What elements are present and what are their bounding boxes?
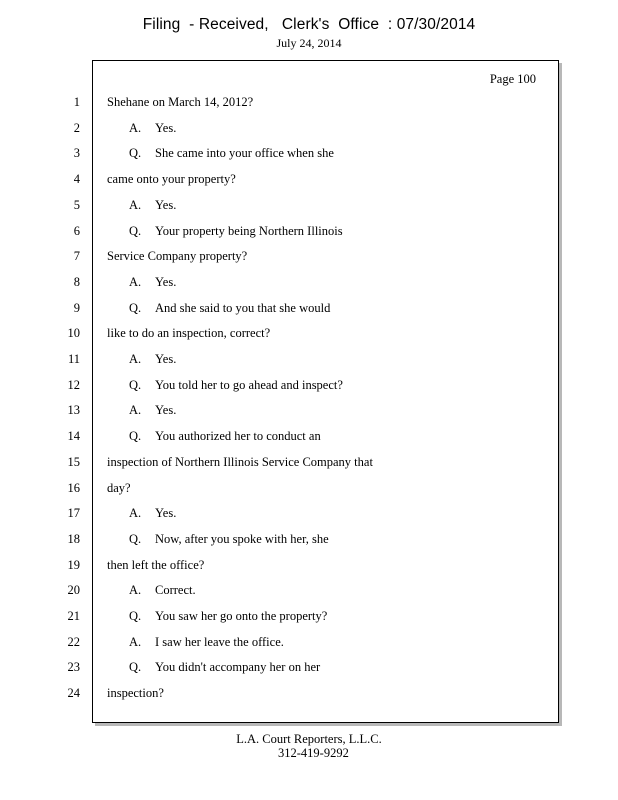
line-text: You saw her go onto the property? bbox=[155, 609, 328, 623]
line-number: 3 bbox=[73, 146, 80, 160]
line-number: 22 bbox=[67, 635, 80, 649]
speaker-label: A. bbox=[129, 403, 142, 417]
speaker-label: A. bbox=[129, 275, 142, 289]
line-text: Your property being Northern Illinois bbox=[155, 224, 343, 238]
line-text: Yes. bbox=[155, 352, 177, 366]
line-number: 4 bbox=[73, 172, 80, 186]
line-number: 23 bbox=[67, 660, 80, 674]
line-number: 21 bbox=[67, 609, 80, 623]
transcript-line bbox=[129, 378, 343, 393]
line-text: Yes. bbox=[155, 198, 177, 212]
line-text: Correct. bbox=[155, 583, 196, 597]
speaker-label: A. bbox=[129, 198, 142, 212]
line-text: You didn't accompany her on her bbox=[155, 660, 321, 674]
speaker-label: Q. bbox=[129, 378, 142, 392]
line-number: 6 bbox=[73, 224, 80, 238]
line-number: 15 bbox=[67, 455, 80, 469]
speaker-label: A. bbox=[129, 352, 142, 366]
speaker-label: A. bbox=[129, 506, 142, 520]
transcript-date: July 24, 2014 bbox=[276, 36, 342, 50]
line-text: Now, after you spoke with her, she bbox=[155, 532, 329, 546]
line-number: 12 bbox=[67, 378, 80, 392]
transcript-line bbox=[129, 635, 284, 650]
line-number: 7 bbox=[73, 249, 80, 263]
transcript-line bbox=[129, 429, 321, 444]
speaker-label: Q. bbox=[129, 532, 142, 546]
line-text: Yes. bbox=[155, 403, 177, 417]
line-text: You told her to go ahead and inspect? bbox=[155, 378, 343, 392]
line-number: 5 bbox=[73, 198, 80, 212]
line-number: 10 bbox=[67, 326, 80, 340]
line-number: 19 bbox=[67, 558, 80, 572]
line-text: Yes. bbox=[155, 121, 177, 135]
transcript-line bbox=[107, 172, 236, 187]
transcript-line bbox=[129, 224, 343, 239]
line-number: 1 bbox=[73, 95, 80, 109]
line-number: 20 bbox=[67, 583, 80, 597]
line-text: Shehane on March 14, 2012? bbox=[107, 95, 254, 109]
speaker-label: Q. bbox=[129, 429, 142, 443]
line-number: 13 bbox=[67, 403, 80, 417]
transcript-line bbox=[107, 249, 247, 264]
transcript-line bbox=[107, 455, 373, 470]
line-text: inspection? bbox=[107, 686, 164, 700]
speaker-label: Q. bbox=[129, 609, 142, 623]
line-text: then left the office? bbox=[107, 558, 205, 572]
line-number: 24 bbox=[67, 686, 80, 700]
transcript-line bbox=[107, 686, 164, 701]
line-text: She came into your office when she bbox=[155, 146, 334, 160]
line-text: like to do an inspection, correct? bbox=[107, 326, 271, 340]
transcript-line bbox=[129, 352, 176, 367]
line-number: 14 bbox=[67, 429, 80, 443]
line-number: 9 bbox=[73, 301, 80, 315]
filing-stamp: Filing - Received, Clerk's Office : 07/30/2014 bbox=[142, 16, 476, 33]
speaker-label: Q. bbox=[129, 301, 142, 315]
transcript-line bbox=[107, 95, 253, 110]
line-text: came onto your property? bbox=[107, 172, 236, 186]
line-number: 8 bbox=[73, 275, 80, 289]
transcript-line bbox=[129, 609, 327, 624]
line-text: I saw her leave the office. bbox=[155, 635, 284, 649]
line-number: 2 bbox=[73, 121, 80, 135]
transcript-line bbox=[107, 326, 270, 341]
line-text: day? bbox=[107, 481, 131, 495]
transcript-line bbox=[107, 558, 204, 573]
transcript-line bbox=[129, 506, 176, 521]
transcript-line bbox=[129, 532, 329, 547]
line-text: And she said to you that she would bbox=[155, 301, 331, 315]
transcript-line bbox=[129, 583, 196, 598]
line-number: 16 bbox=[67, 481, 80, 495]
transcript-line bbox=[129, 660, 320, 675]
speaker-label: Q. bbox=[129, 224, 142, 238]
speaker-label: Q. bbox=[129, 660, 142, 674]
transcript-line bbox=[129, 198, 176, 213]
line-text: inspection of Northern Illinois Service Company that bbox=[107, 455, 373, 469]
transcript-line bbox=[129, 146, 334, 161]
speaker-label: Q. bbox=[129, 146, 142, 160]
line-text: Yes. bbox=[155, 506, 177, 520]
speaker-label: A. bbox=[129, 121, 142, 135]
footer-firm: L.A. Court Reporters, L.L.C. bbox=[236, 732, 382, 746]
transcript-line bbox=[129, 403, 176, 418]
line-number: 17 bbox=[67, 506, 80, 520]
line-number: 18 bbox=[67, 532, 80, 546]
transcript-line bbox=[129, 301, 330, 316]
line-number: 11 bbox=[67, 352, 80, 366]
speaker-label: A. bbox=[129, 635, 142, 649]
transcript-line bbox=[129, 275, 176, 290]
transcript-line bbox=[107, 481, 131, 496]
line-text: Service Company property? bbox=[107, 249, 248, 263]
line-text: Yes. bbox=[155, 275, 177, 289]
page-number: Page 100 bbox=[489, 72, 536, 86]
line-text: You authorized her to conduct an bbox=[155, 429, 321, 443]
transcript-line bbox=[129, 121, 176, 136]
speaker-label: A. bbox=[129, 583, 142, 597]
footer-phone: 312-419-9292 bbox=[278, 746, 349, 760]
